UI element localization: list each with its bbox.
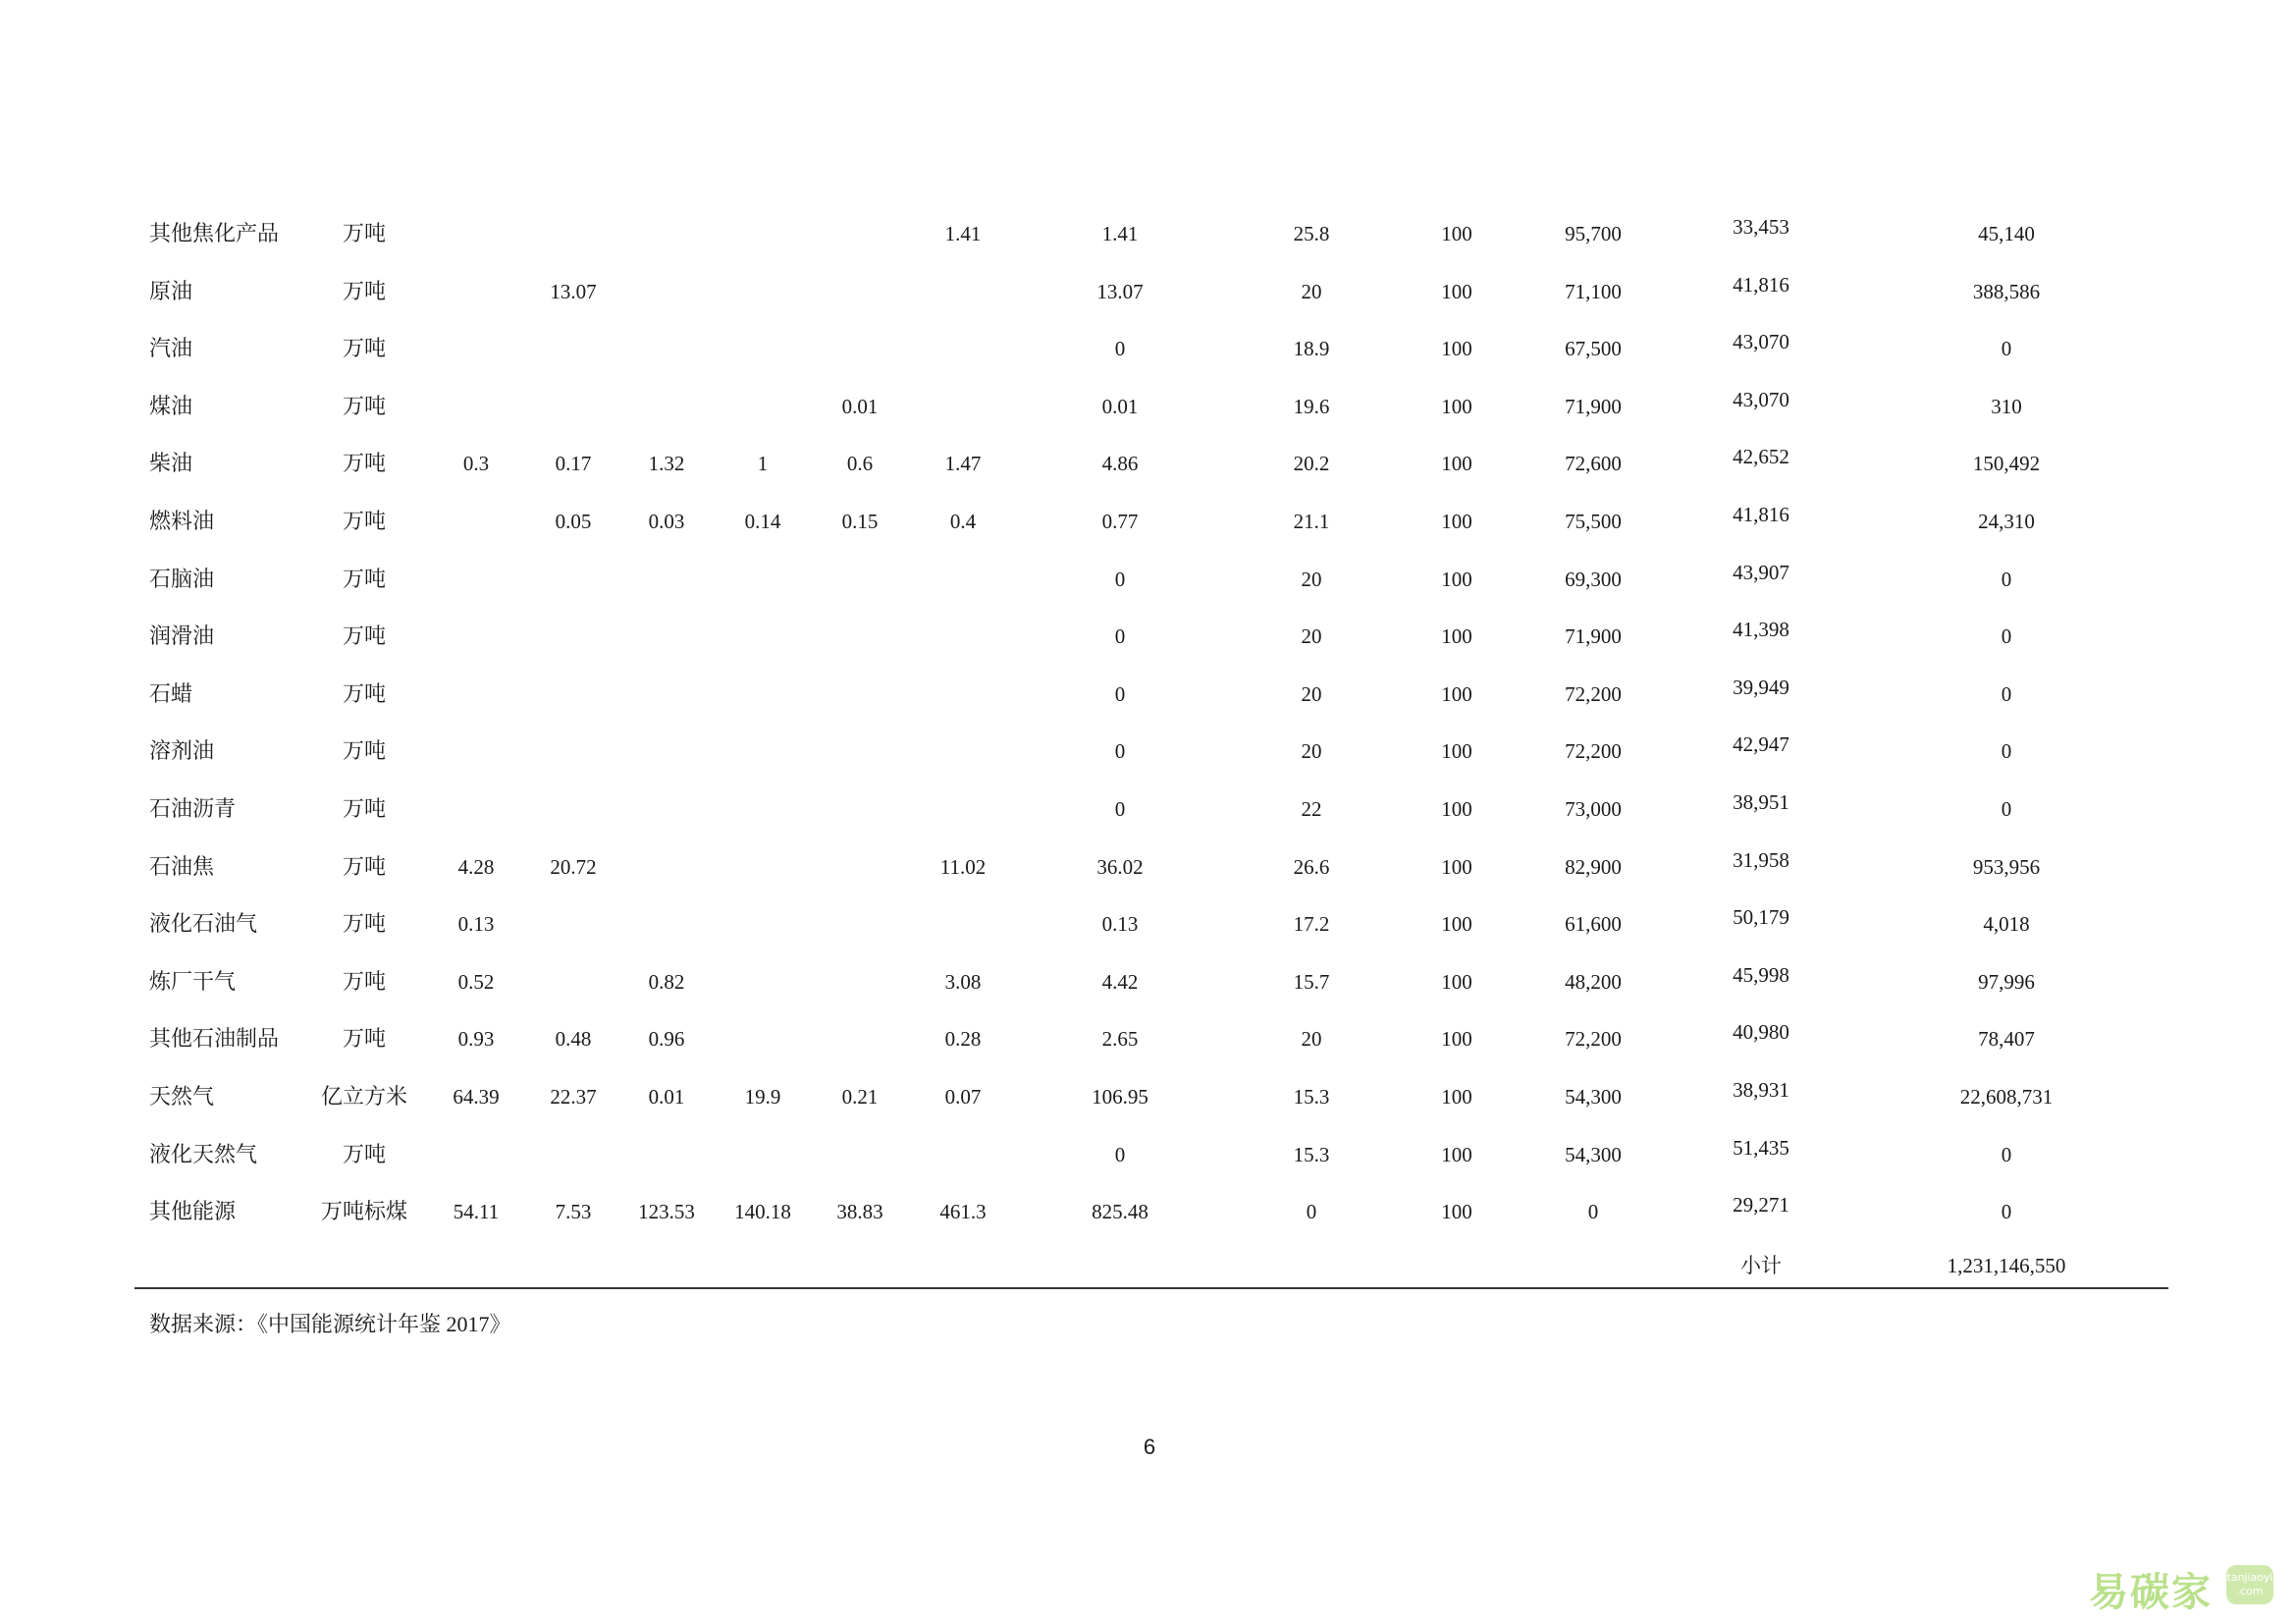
emission-factor: 72,200 <box>1565 682 1622 706</box>
value-col-3: 0.96 <box>648 1027 685 1051</box>
value-col-2: 7.53 <box>555 1200 592 1223</box>
value-col-1: 0.93 <box>457 1027 495 1051</box>
value-col-1: 0.13 <box>457 912 495 936</box>
carbon-content: 0 <box>1306 1200 1317 1223</box>
value-col-6: 1.41 <box>944 222 982 245</box>
calorific-value: 41,816 <box>1733 273 1789 297</box>
value-col-3: 0.01 <box>648 1085 685 1109</box>
table-row <box>0 963 2296 1009</box>
unit: 万吨 <box>342 451 387 475</box>
calorific-value: 50,179 <box>1733 905 1789 929</box>
value-col-2: 22.37 <box>550 1085 597 1109</box>
total-consumption: 0 <box>1114 682 1126 706</box>
oxidation-rate: 100 <box>1441 682 1472 706</box>
emission-factor: 71,900 <box>1565 624 1622 648</box>
emission-amount: 953,956 <box>1972 855 2041 879</box>
emission-factor: 72,600 <box>1565 452 1622 475</box>
oxidation-rate: 100 <box>1441 222 1472 245</box>
carbon-content: 20 <box>1301 1027 1322 1051</box>
emission-factor: 54,300 <box>1565 1085 1622 1109</box>
energy-name: 液化天然气 <box>149 1142 258 1166</box>
value-col-6: 1.47 <box>944 452 982 475</box>
calorific-value: 42,652 <box>1733 445 1789 468</box>
energy-name: 石油焦 <box>149 854 215 879</box>
oxidation-rate: 100 <box>1441 280 1472 303</box>
oxidation-rate: 100 <box>1441 797 1472 821</box>
table-row <box>0 503 2296 549</box>
carbon-content: 20 <box>1301 280 1322 303</box>
emission-amount: 388,586 <box>1972 280 2041 303</box>
carbon-content: 18.9 <box>1293 337 1330 360</box>
table-row <box>0 1020 2296 1066</box>
value-col-4: 1 <box>757 452 769 475</box>
energy-name: 液化石油气 <box>149 911 258 936</box>
unit: 万吨 <box>342 854 387 879</box>
calorific-value: 42,947 <box>1733 732 1789 756</box>
energy-name: 汽油 <box>149 336 193 360</box>
carbon-content: 19.6 <box>1293 395 1330 418</box>
data-source-note: 数据来源：《中国能源统计年鉴 2017》 <box>149 1312 511 1336</box>
energy-name: 燃料油 <box>149 509 215 533</box>
unit: 万吨 <box>342 1026 387 1051</box>
value-col-6: 0.28 <box>944 1027 982 1051</box>
carbon-content: 25.8 <box>1293 222 1330 245</box>
table-row <box>0 445 2296 491</box>
value-col-5: 0.15 <box>841 510 879 533</box>
carbon-content: 21.1 <box>1293 510 1330 533</box>
calorific-value: 38,931 <box>1733 1078 1789 1102</box>
oxidation-rate: 100 <box>1441 1085 1472 1109</box>
page-number: 6 <box>1143 1435 1156 1459</box>
total-consumption: 36.02 <box>1096 855 1144 879</box>
emission-factor: 48,200 <box>1565 970 1622 994</box>
unit: 万吨标煤 <box>320 1199 408 1223</box>
value-col-4: 140.18 <box>734 1200 791 1223</box>
oxidation-rate: 100 <box>1441 337 1472 360</box>
emission-factor: 67,500 <box>1565 337 1622 360</box>
watermark-badge-line2: .com <box>2236 1585 2264 1597</box>
energy-name: 天然气 <box>149 1084 215 1109</box>
energy-name: 石油沥青 <box>149 796 237 821</box>
carbon-content: 20 <box>1301 739 1322 763</box>
value-col-5: 0.6 <box>846 452 874 475</box>
unit: 万吨 <box>342 911 387 936</box>
value-col-6: 11.02 <box>939 855 987 879</box>
value-col-6: 3.08 <box>944 970 982 994</box>
energy-name: 炼厂干气 <box>149 969 237 994</box>
calorific-value: 43,070 <box>1733 388 1789 411</box>
oxidation-rate: 100 <box>1441 624 1472 648</box>
value-col-1: 0.3 <box>462 452 490 475</box>
emission-factor: 73,000 <box>1565 797 1622 821</box>
table-row <box>0 676 2296 722</box>
oxidation-rate: 100 <box>1441 510 1472 533</box>
unit: 万吨 <box>342 681 387 706</box>
emission-factor: 0 <box>1587 1200 1599 1223</box>
value-col-3: 1.32 <box>648 452 685 475</box>
table-bottom-rule <box>134 1287 2168 1289</box>
value-col-4: 19.9 <box>744 1085 781 1109</box>
emission-amount: 310 <box>1991 395 2022 418</box>
carbon-content: 20 <box>1301 624 1322 648</box>
emission-amount: 0 <box>2001 337 2012 360</box>
oxidation-rate: 100 <box>1441 912 1472 936</box>
oxidation-rate: 100 <box>1441 1027 1472 1051</box>
total-consumption: 0 <box>1114 797 1126 821</box>
emission-factor: 82,900 <box>1565 855 1622 879</box>
unit: 万吨 <box>342 796 387 821</box>
value-col-2: 0.17 <box>555 452 592 475</box>
watermark-text: 易碳家 <box>2089 1570 2213 1615</box>
emission-factor: 72,200 <box>1565 739 1622 763</box>
total-consumption: 4.42 <box>1101 970 1139 994</box>
energy-name: 润滑油 <box>149 623 215 648</box>
total-consumption: 0 <box>1114 1143 1126 1166</box>
value-col-1: 64.39 <box>453 1085 500 1109</box>
total-consumption: 0 <box>1114 624 1126 648</box>
oxidation-rate: 100 <box>1441 568 1472 591</box>
carbon-content: 15.3 <box>1293 1143 1330 1166</box>
emission-factor: 72,200 <box>1565 1027 1622 1051</box>
energy-name: 其他焦化产品 <box>149 221 280 245</box>
table-row <box>0 273 2296 319</box>
energy-name: 溶剂油 <box>149 738 215 763</box>
carbon-content: 22 <box>1301 797 1322 821</box>
energy-name: 其他石油制品 <box>149 1026 280 1051</box>
emission-amount: 0 <box>2001 1200 2012 1223</box>
value-col-5: 0.21 <box>841 1085 879 1109</box>
unit: 万吨 <box>342 969 387 994</box>
emission-amount: 22,608,731 <box>1959 1085 2054 1109</box>
emission-factor: 71,900 <box>1565 395 1622 418</box>
calorific-value: 43,070 <box>1733 330 1789 353</box>
total-consumption: 0 <box>1114 568 1126 591</box>
watermark-badge-line1: tanjiaoyi <box>2226 1571 2273 1584</box>
total-consumption: 13.07 <box>1096 280 1144 303</box>
emission-factor: 61,600 <box>1565 912 1622 936</box>
total-consumption: 1.41 <box>1101 222 1139 245</box>
subtotal-label: 小计 <box>1740 1254 1782 1277</box>
value-col-3: 0.82 <box>648 970 685 994</box>
emission-amount: 0 <box>2001 739 2012 763</box>
calorific-value: 40,980 <box>1733 1020 1789 1044</box>
emission-amount: 97,996 <box>1978 970 2035 994</box>
calorific-value: 51,435 <box>1733 1136 1789 1160</box>
total-consumption: 0 <box>1114 739 1126 763</box>
emission-amount: 0 <box>2001 568 2012 591</box>
oxidation-rate: 100 <box>1441 1143 1472 1166</box>
energy-name: 其他能源 <box>149 1199 237 1223</box>
calorific-value: 43,907 <box>1733 561 1789 584</box>
table-row <box>0 330 2296 376</box>
total-consumption: 0.77 <box>1101 510 1139 533</box>
calorific-value: 41,816 <box>1733 503 1789 526</box>
unit: 万吨 <box>342 336 387 360</box>
unit: 万吨 <box>342 1142 387 1166</box>
carbon-content: 15.3 <box>1293 1085 1330 1109</box>
unit: 万吨 <box>342 738 387 763</box>
value-col-3: 123.53 <box>638 1200 695 1223</box>
emission-factor: 54,300 <box>1565 1143 1622 1166</box>
table-row <box>0 1193 2296 1239</box>
calorific-value: 45,998 <box>1733 963 1789 987</box>
calorific-value: 31,958 <box>1733 848 1789 872</box>
carbon-content: 20.2 <box>1293 452 1330 475</box>
value-col-1: 54.11 <box>453 1200 500 1223</box>
calorific-value: 39,949 <box>1733 676 1789 699</box>
total-consumption: 4.86 <box>1101 452 1139 475</box>
total-consumption: 0.13 <box>1101 912 1139 936</box>
carbon-content: 20 <box>1301 568 1322 591</box>
calorific-value: 41,398 <box>1733 618 1789 641</box>
table-row <box>0 215 2296 261</box>
table-row <box>0 905 2296 951</box>
emission-factor: 71,100 <box>1565 280 1622 303</box>
table-row <box>0 561 2296 607</box>
unit: 亿立方米 <box>320 1084 408 1109</box>
carbon-content: 20 <box>1301 682 1322 706</box>
value-col-5: 0.01 <box>841 395 879 418</box>
oxidation-rate: 100 <box>1441 970 1472 994</box>
carbon-content: 26.6 <box>1293 855 1330 879</box>
table-row <box>0 1078 2296 1124</box>
value-col-4: 0.14 <box>744 510 781 533</box>
emission-factor: 95,700 <box>1565 222 1622 245</box>
oxidation-rate: 100 <box>1441 452 1472 475</box>
value-col-5: 38.83 <box>836 1200 883 1223</box>
energy-name: 煤油 <box>149 394 193 418</box>
total-consumption: 2.65 <box>1101 1027 1139 1051</box>
emission-amount: 0 <box>2001 797 2012 821</box>
oxidation-rate: 100 <box>1441 739 1472 763</box>
value-col-1: 4.28 <box>457 855 495 879</box>
unit: 万吨 <box>342 221 387 245</box>
emission-amount: 0 <box>2001 624 2012 648</box>
value-col-6: 461.3 <box>939 1200 987 1223</box>
emission-factor: 75,500 <box>1565 510 1622 533</box>
oxidation-rate: 100 <box>1441 395 1472 418</box>
unit: 万吨 <box>342 509 387 533</box>
unit: 万吨 <box>342 567 387 591</box>
table-row <box>0 732 2296 779</box>
total-consumption: 0.01 <box>1101 395 1139 418</box>
value-col-1: 0.52 <box>457 970 495 994</box>
calorific-value: 38,951 <box>1733 790 1789 814</box>
value-col-3: 0.03 <box>648 510 685 533</box>
unit: 万吨 <box>342 394 387 418</box>
emission-amount: 78,407 <box>1978 1027 2035 1051</box>
unit: 万吨 <box>342 279 387 303</box>
unit: 万吨 <box>342 623 387 648</box>
emission-amount: 24,310 <box>1978 510 2035 533</box>
carbon-content: 15.7 <box>1293 970 1330 994</box>
table-row <box>0 790 2296 837</box>
carbon-content: 17.2 <box>1293 912 1330 936</box>
watermark-logo <box>2089 1559 2285 1614</box>
table-row <box>0 618 2296 664</box>
value-col-2: 13.07 <box>550 280 597 303</box>
total-consumption: 0 <box>1114 337 1126 360</box>
table-row <box>0 848 2296 894</box>
emission-amount: 0 <box>2001 682 2012 706</box>
energy-name: 原油 <box>149 279 193 303</box>
calorific-value: 33,453 <box>1733 215 1789 239</box>
calorific-value: 29,271 <box>1733 1193 1789 1217</box>
value-col-6: 0.4 <box>949 510 977 533</box>
energy-name: 石蜡 <box>149 681 193 706</box>
value-col-2: 0.05 <box>555 510 592 533</box>
oxidation-rate: 100 <box>1441 1200 1472 1223</box>
emission-amount: 45,140 <box>1978 222 2035 245</box>
total-consumption: 825.48 <box>1092 1200 1148 1223</box>
emission-factor: 69,300 <box>1565 568 1622 591</box>
table-row <box>0 388 2296 434</box>
total-consumption: 106.95 <box>1092 1085 1148 1109</box>
emission-amount: 4,018 <box>1983 912 2030 936</box>
value-col-6: 0.07 <box>944 1085 982 1109</box>
energy-name: 石脑油 <box>149 567 215 591</box>
subtotal-value: 1,231,146,550 <box>1947 1254 2066 1277</box>
energy-name: 柴油 <box>149 451 193 475</box>
oxidation-rate: 100 <box>1441 855 1472 879</box>
table-row <box>0 1136 2296 1182</box>
value-col-2: 20.72 <box>550 855 597 879</box>
watermark-badge <box>2226 1565 2273 1604</box>
emission-amount: 0 <box>2001 1143 2012 1166</box>
emission-amount: 150,492 <box>1972 452 2041 475</box>
value-col-2: 0.48 <box>555 1027 592 1051</box>
